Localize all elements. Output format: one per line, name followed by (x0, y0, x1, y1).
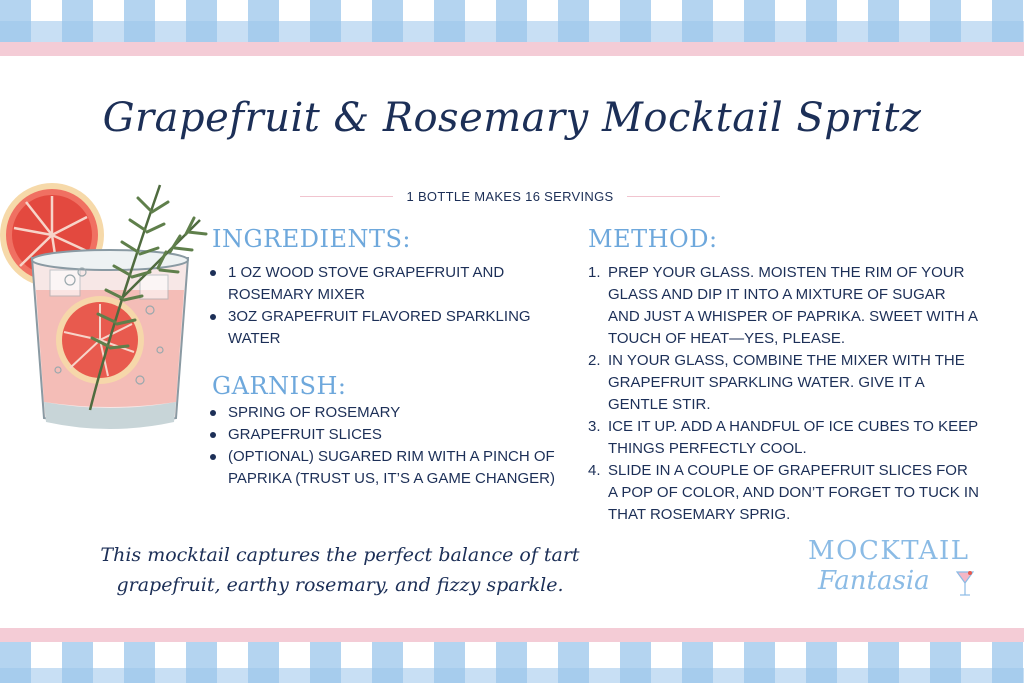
list-item: SPRING OF ROSEMARY (206, 402, 566, 424)
ingredients-list (206, 262, 566, 350)
logo-wordmark-top: MOCKTAIL (808, 536, 970, 566)
list-item: 1 OZ WOOD STOVE GRAPEFRUIT AND ROSEMARY MIXER (206, 262, 566, 306)
garnish-list (206, 402, 566, 490)
cocktail-glass-illustration (0, 180, 215, 440)
ingredients-heading: INGREDIENTS: (212, 225, 412, 253)
step-text: PREP YOUR GLASS. MOISTEN THE RIM OF YOUR GLASS AND DIP IT INTO A MIXTURE OF SUGAR AND JUST A WHISPER OF PAPRIKA. SWEET WITH A TOUCH OF HEAT—YES, PLEASE. (608, 264, 978, 347)
step-number: 3. (588, 418, 601, 435)
list-item (588, 416, 980, 460)
step-text: SLIDE IN A COUPLE OF GRAPEFRUIT SLICES FOR A POP OF COLOR, AND DON’T FORGET TO TUCK IN THAT ROSEMARY SPRIG. (608, 462, 979, 523)
garnish-heading: GARNISH: (212, 372, 347, 400)
gingham-band-top (0, 0, 1024, 42)
list-item: (OPTIONAL) SUGARED RIM WITH A PINCH OF PAPRIKA (TRUST US, IT’S A GAME CHANGER) (206, 446, 566, 490)
servings-rule-right (627, 196, 720, 197)
list-item: GRAPEFRUIT SLICES (206, 424, 566, 446)
method-list (588, 262, 980, 526)
step-text: IN YOUR GLASS, COMBINE THE MIXER WITH THE GRAPEFRUIT SPARKLING WATER. GIVE IT A GENTLE STIR. (608, 352, 965, 413)
tagline: This mocktail captures the perfect balance of tart grapefruit, earthy rosemary, and fizzy sparkle. (100, 544, 580, 596)
step-number: 4. (588, 462, 601, 479)
servings-text: 1 BOTTLE MAKES 16 SERVINGS (406, 188, 614, 204)
method-heading: METHOD: (588, 225, 718, 253)
gingham-band-bottom (0, 642, 1024, 683)
servings-rule-left (300, 196, 393, 197)
list-item: 3OZ GRAPEFRUIT FLAVORED SPARKLING WATER (206, 306, 566, 350)
pink-stripe-bottom (0, 628, 1024, 642)
recipe-title: Grapefruit & Rosemary Mocktail Spritz (102, 95, 922, 141)
logo-wordmark-bottom: Fantasia (818, 566, 930, 596)
step-text: ICE IT UP. ADD A HANDFUL OF ICE CUBES TO KEEP THINGS PERFECTLY COOL. (608, 418, 978, 457)
step-number: 1. (588, 264, 601, 281)
brand-logo (808, 536, 988, 606)
list-item (588, 262, 980, 350)
pink-stripe-top (0, 42, 1024, 56)
servings-row (300, 186, 720, 206)
list-item (588, 350, 980, 416)
martini-icon (956, 570, 974, 598)
list-item (588, 460, 980, 526)
step-number: 2. (588, 352, 601, 369)
